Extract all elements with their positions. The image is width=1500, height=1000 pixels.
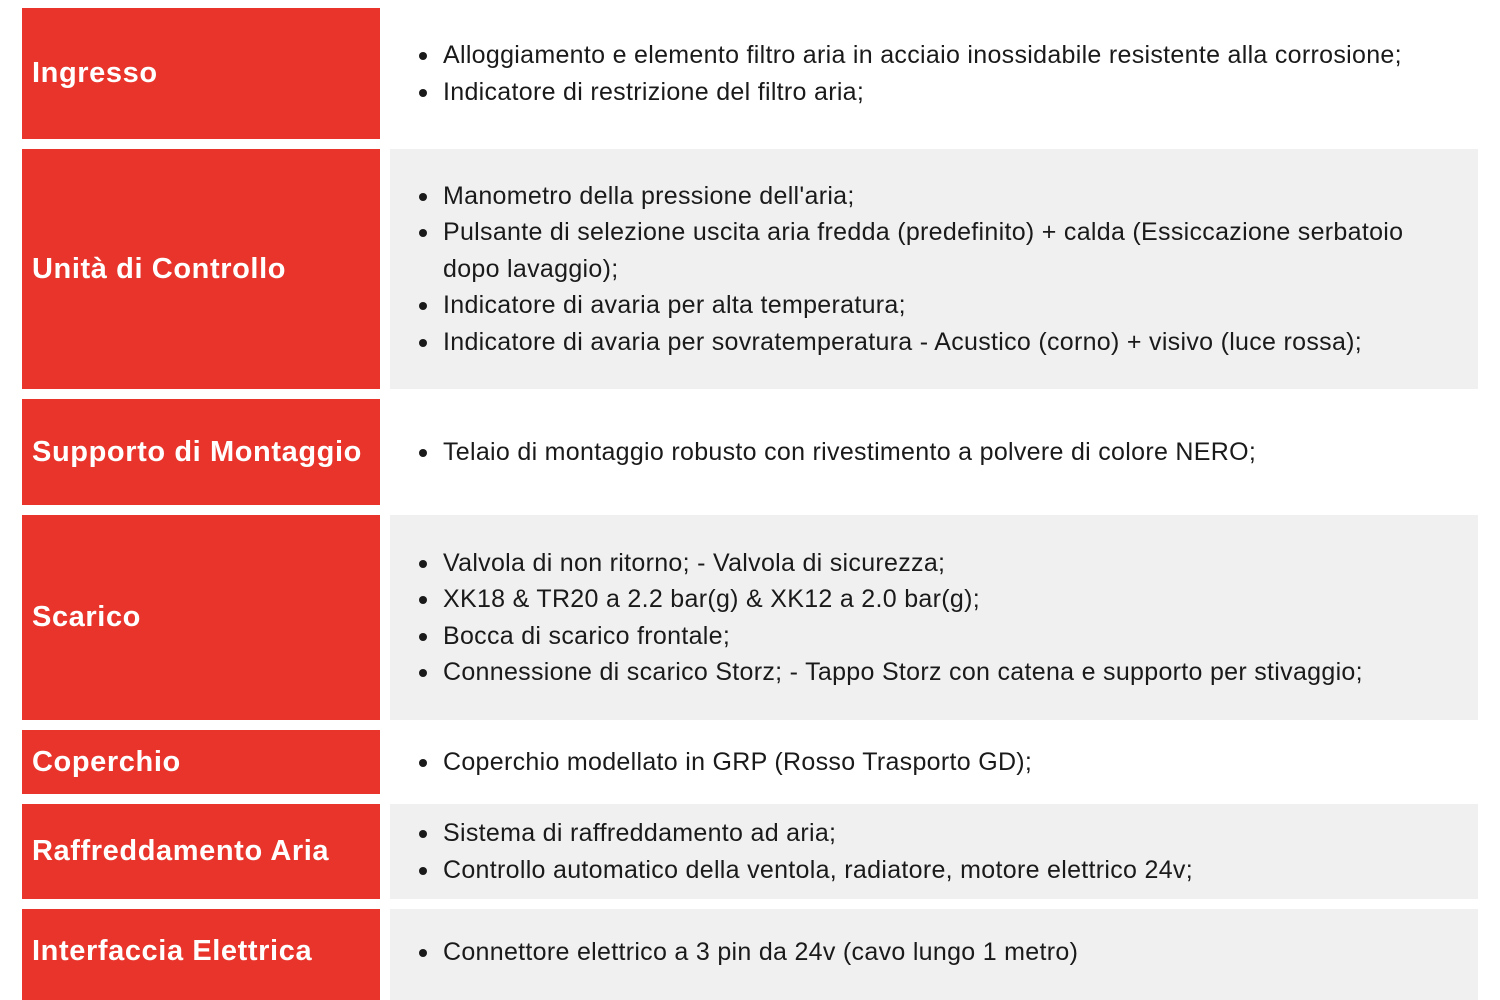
row-label: Ingresso bbox=[22, 8, 380, 139]
spec-row-scarico bbox=[22, 515, 1478, 720]
spec-row-interfaccia-elettrica bbox=[22, 909, 1478, 1000]
row-content bbox=[390, 804, 1478, 899]
list-item: Connessione di scarico Storz; - Tappo Storz con catena e supporto per stivaggio; bbox=[443, 654, 1428, 691]
list-item: Alloggiamento e elemento filtro aria in acciaio inossidabile resistente alla corrosione; bbox=[443, 37, 1428, 74]
feature-list bbox=[443, 815, 1428, 888]
spec-row-ingresso bbox=[22, 8, 1478, 139]
row-label: Interfaccia Elettrica bbox=[22, 909, 380, 1000]
feature-list bbox=[443, 434, 1428, 471]
list-item: Sistema di raffreddamento ad aria; bbox=[443, 815, 1428, 852]
list-item: Indicatore di avaria per sovratemperatura - Acustico (corno) + visivo (luce rossa); bbox=[443, 324, 1428, 361]
spec-row-coperchio bbox=[22, 730, 1478, 794]
feature-list bbox=[443, 744, 1428, 781]
spec-row-unita-di-controllo bbox=[22, 149, 1478, 389]
list-item: Controllo automatico della ventola, radiatore, motore elettrico 24v; bbox=[443, 852, 1428, 889]
row-label: Unità di Controllo bbox=[22, 149, 380, 389]
row-label: Raffreddamento Aria bbox=[22, 804, 380, 899]
row-content bbox=[390, 909, 1478, 1000]
list-item: Pulsante di selezione uscita aria fredda (predefinito) + calda (Essiccazione serbatoio dopo lavaggio); bbox=[443, 214, 1428, 287]
row-content bbox=[390, 149, 1478, 389]
list-item: XK18 & TR20 a 2.2 bar(g) & XK12 a 2.0 bar(g); bbox=[443, 581, 1428, 618]
list-item: Bocca di scarico frontale; bbox=[443, 618, 1428, 655]
list-item: Indicatore di avaria per alta temperatura; bbox=[443, 287, 1428, 324]
list-item: Manometro della pressione dell'aria; bbox=[443, 178, 1428, 215]
feature-list bbox=[443, 545, 1428, 691]
list-item: Valvola di non ritorno; - Valvola di sicurezza; bbox=[443, 545, 1428, 582]
list-item: Telaio di montaggio robusto con rivestimento a polvere di colore NERO; bbox=[443, 434, 1428, 471]
list-item: Coperchio modellato in GRP (Rosso Trasporto GD); bbox=[443, 744, 1428, 781]
row-content bbox=[390, 8, 1478, 139]
spec-row-raffreddamento-aria bbox=[22, 804, 1478, 899]
feature-list bbox=[443, 934, 1428, 971]
row-content bbox=[390, 399, 1478, 505]
row-content bbox=[390, 515, 1478, 720]
row-content bbox=[390, 730, 1478, 794]
row-label: Supporto di Montaggio bbox=[22, 399, 380, 505]
row-label: Coperchio bbox=[22, 730, 380, 794]
feature-list bbox=[443, 37, 1428, 110]
list-item: Connettore elettrico a 3 pin da 24v (cavo lungo 1 metro) bbox=[443, 934, 1428, 971]
spec-row-supporto-di-montaggio bbox=[22, 399, 1478, 505]
feature-list bbox=[443, 178, 1428, 361]
row-label: Scarico bbox=[22, 515, 380, 720]
list-item: Indicatore di restrizione del filtro aria; bbox=[443, 74, 1428, 111]
